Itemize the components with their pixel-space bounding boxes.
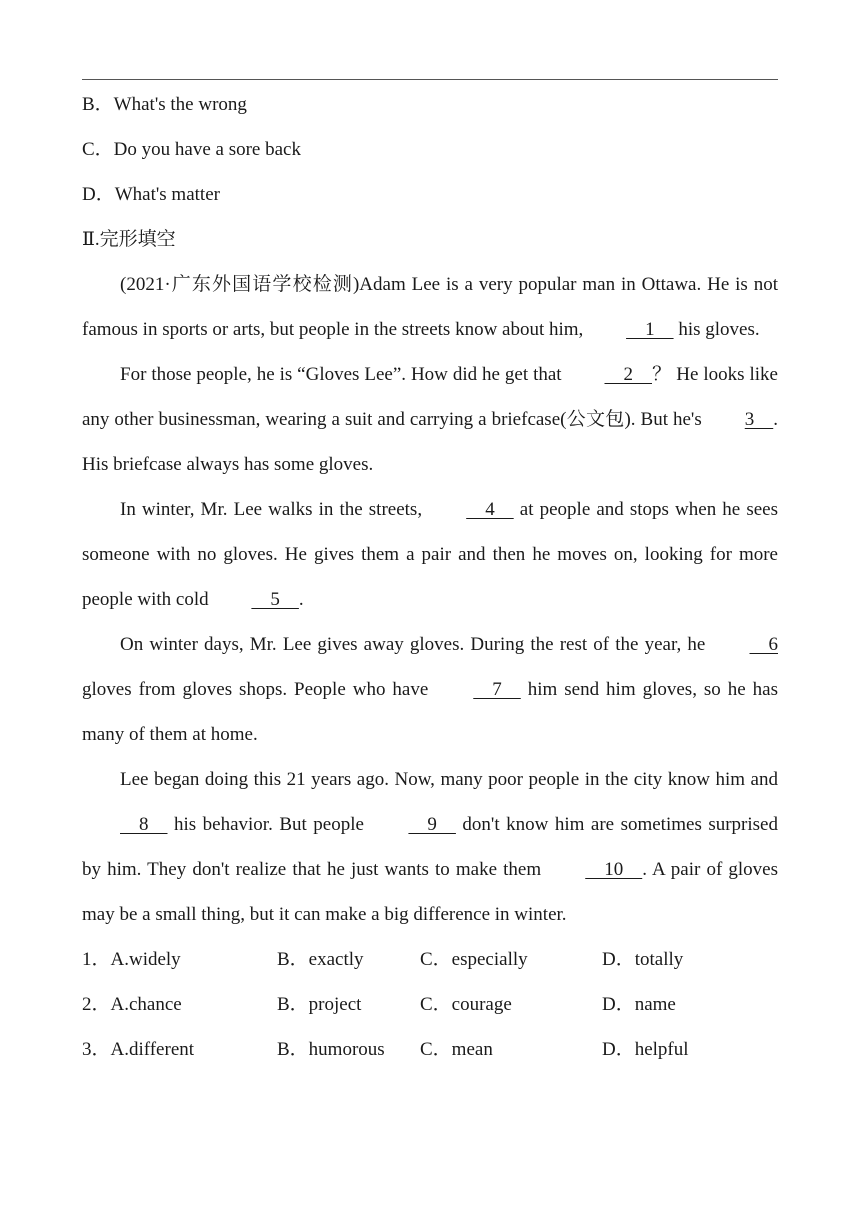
- question-3-option-a: 3．A.different: [82, 1039, 195, 1060]
- blank-2: 2: [604, 364, 652, 385]
- paragraph-text: his gloves.: [673, 319, 760, 340]
- paragraph-text: In winter, Mr. Lee walks in the streets,: [120, 499, 429, 520]
- paragraph-text: ？ He looks like any other businessman, wearing a suit and carrying a briefcase(公文包). But he's: [82, 364, 778, 430]
- paragraph-text: his behavior. But people: [167, 814, 371, 835]
- option-b: B．What's the wrong: [82, 94, 247, 115]
- paragraph-text: . His briefcase always has some gloves.: [82, 409, 778, 475]
- question-row-1: [82, 937, 778, 982]
- question-3-option-c: C．mean: [420, 1039, 493, 1060]
- blank-8: 8: [120, 814, 168, 835]
- option-c: C．Do you have a sore back: [82, 139, 301, 160]
- paragraph-text: .: [298, 589, 304, 610]
- question-1-option-c: C．especially: [420, 949, 528, 970]
- question-2-option-d: D．name: [602, 994, 676, 1015]
- paragraph-text: For those people, he is “Gloves Lee”. How did he get that: [120, 364, 567, 385]
- question-3-option-d: D．helpful: [602, 1039, 689, 1060]
- blank-6: 6: [749, 634, 778, 655]
- document-body: [82, 82, 778, 1072]
- paragraph-1: [82, 262, 778, 352]
- question-1-option-d: D．totally: [602, 949, 684, 970]
- blank-10: 10: [585, 859, 643, 880]
- paragraph-2: [82, 352, 778, 487]
- paragraph-text: (2021·广东外国语学校检测)Adam Lee is a very popular man in Ottawa. He is not famous in sports or arts, but people in the streets know about him,: [82, 274, 778, 340]
- option-d: D．What's matter: [82, 184, 220, 205]
- paragraph-4: [82, 622, 778, 757]
- question-row-2: [82, 982, 778, 1027]
- question-2-option-c: C．courage: [420, 994, 512, 1015]
- question-1-option-b: B．exactly: [277, 949, 364, 970]
- blank-4: 4: [466, 499, 514, 520]
- paragraph-3: [82, 487, 778, 622]
- paragraph-text: Lee began doing this 21 years ago. Now, many poor people in the city know him and: [120, 769, 778, 790]
- paragraph-text: . A pair of gloves may be a small thing, but it can make a big difference in winter.: [82, 859, 778, 925]
- question-1-option-a: 1．A.widely: [82, 949, 181, 970]
- blank-1: 1: [626, 319, 674, 340]
- question-row-3: [82, 1027, 778, 1072]
- blank-9: 9: [408, 814, 456, 835]
- blank-7: 7: [473, 679, 521, 700]
- paragraph-text: don't know him are sometimes surprised by him. They don't realize that he just wants to make them: [82, 814, 778, 880]
- paragraph-text: him send him gloves, so he has many of them at home.: [82, 679, 778, 745]
- section-heading: Ⅱ.完形填空: [82, 229, 176, 250]
- question-3-option-b: B．humorous: [277, 1039, 385, 1060]
- paragraph-text: On winter days, Mr. Lee gives away gloves. During the rest of the year, he: [120, 634, 712, 655]
- question-options: [82, 937, 778, 1072]
- blank-3: 3: [744, 409, 774, 430]
- paragraph-text: gloves from gloves shops. People who have: [82, 679, 436, 700]
- paragraph-5: [82, 757, 778, 937]
- paragraph-text: at people and stops when he sees someone with no gloves. He gives them a pair and then he moves on, looking for more people with cold: [82, 499, 779, 610]
- question-2-option-a: 2．A.chance: [82, 994, 182, 1015]
- question-2-option-b: B．project: [277, 994, 362, 1015]
- blank-5: 5: [251, 589, 299, 610]
- header-rule: [82, 79, 778, 80]
